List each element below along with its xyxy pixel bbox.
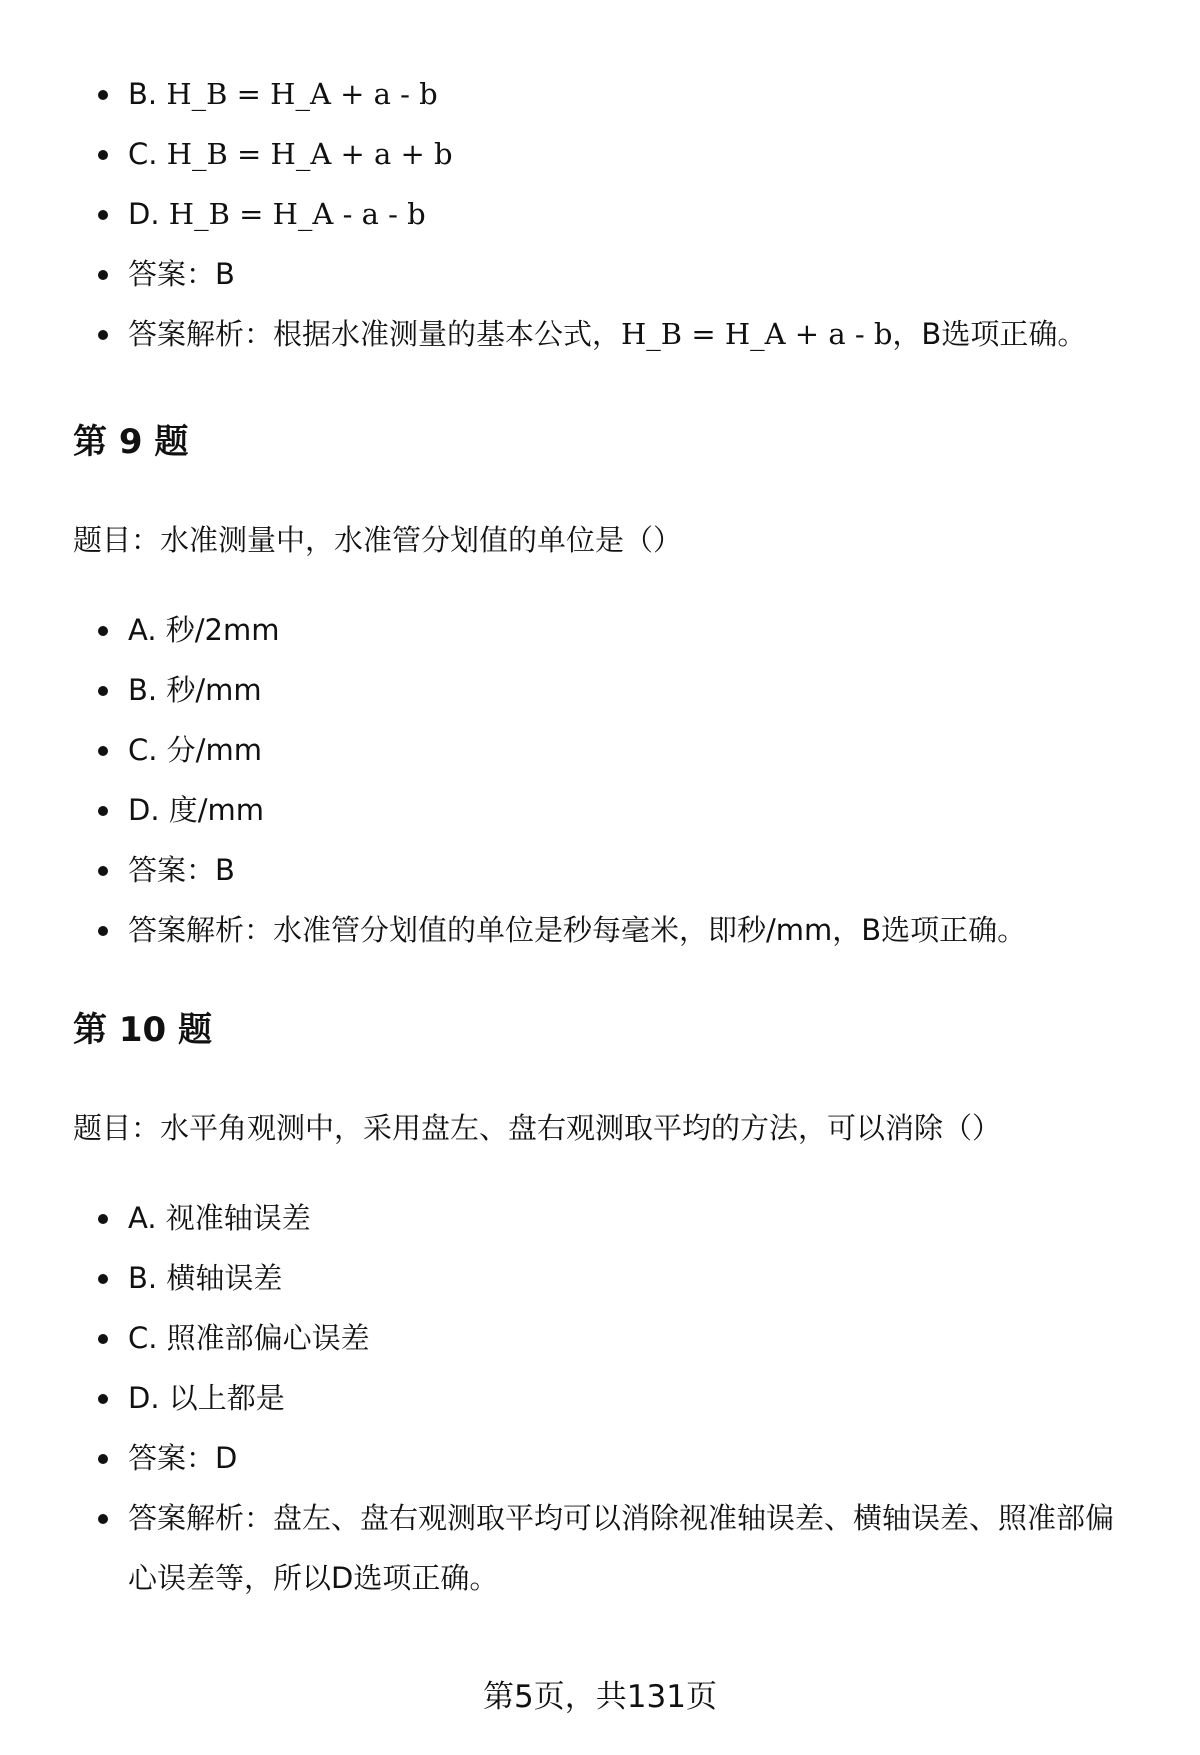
q9-answer: 答案：B <box>0 840 1200 900</box>
q8-option-b <box>0 64 1200 124</box>
q10-answer: 答案：D <box>0 1428 1200 1488</box>
q9-heading: 第 9 题 <box>73 422 189 462</box>
q9-option-list <box>0 600 1200 960</box>
q10-stem: 题目：水平角观测中，采用盘左、盘右观测取平均的方法，可以消除（） <box>73 1111 1002 1145</box>
q10-option-d: D. 以上都是 <box>0 1368 1200 1428</box>
formula: H_B = H_A + a - b <box>166 77 438 111</box>
q9-option-b: B. 秒/mm <box>0 660 1200 720</box>
q10-option-list <box>0 1188 1200 1608</box>
formula: H_B = H_A - a - b <box>168 197 426 231</box>
option-prefix: B. <box>128 77 158 111</box>
option-prefix: D. <box>128 197 160 231</box>
q10-option-b: B. 横轴误差 <box>0 1248 1200 1308</box>
q8-option-d <box>0 184 1200 244</box>
q8-explanation <box>0 304 1200 364</box>
q8-option-c <box>0 124 1200 184</box>
q8-option-list <box>0 64 1200 364</box>
q10-option-c: C. 照准部偏心误差 <box>0 1308 1200 1368</box>
q8-answer: 答案：B <box>0 244 1200 304</box>
q9-explanation: 答案解析：水准管分划值的单位是秒每毫米，即秒/mm，B选项正确。 <box>0 900 1200 960</box>
option-prefix: C. <box>128 137 158 171</box>
q10-heading: 第 10 题 <box>73 1010 212 1050</box>
q9-option-d: D. 度/mm <box>0 780 1200 840</box>
q10-option-a: A. 视准轴误差 <box>0 1188 1200 1248</box>
page-footer: 第5页，共131页 <box>483 1679 717 1715</box>
explanation-text: ，B选项正确。 <box>892 317 1087 351</box>
q10-explanation: 答案解析：盘左、盘右观测取平均可以消除视准轴误差、横轴误差、照准部偏心误差等，所以D选项正确。 <box>0 1488 1200 1608</box>
formula: H_B = H_A + a + b <box>166 137 453 171</box>
formula: H_B = H_A + a - b <box>621 317 893 351</box>
q9-stem: 题目：水准测量中，水准管分划值的单位是（） <box>73 523 683 557</box>
explanation-text: 答案解析：根据水准测量的基本公式， <box>128 317 622 351</box>
q9-option-a: A. 秒/2mm <box>0 600 1200 660</box>
q9-option-c: C. 分/mm <box>0 720 1200 780</box>
